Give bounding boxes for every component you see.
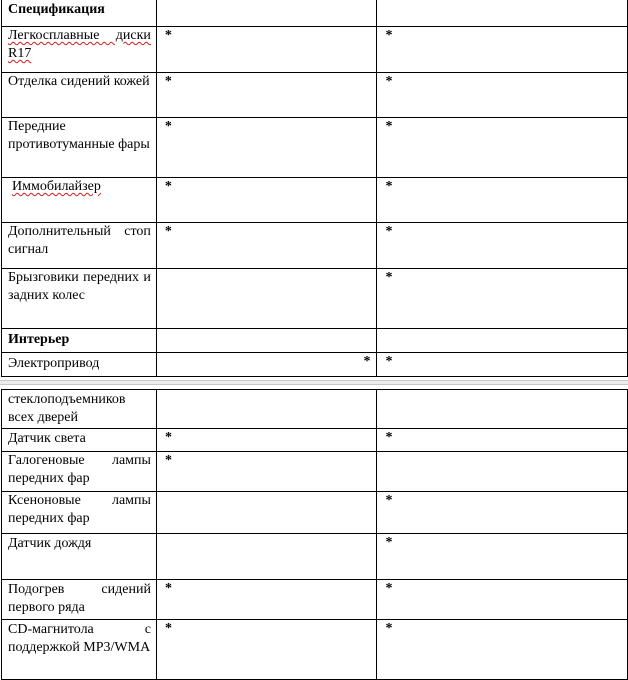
table-row bbox=[2, 0, 628, 27]
row-label: Датчик дождя bbox=[2, 534, 157, 580]
row-label-text: Иммобилайзер bbox=[12, 179, 101, 194]
table-cell-mark: * bbox=[377, 580, 628, 620]
row-label: Электропривод bbox=[2, 353, 157, 377]
table-cell-mark: * bbox=[156, 353, 377, 377]
table-row bbox=[2, 27, 628, 73]
table-row bbox=[2, 534, 628, 580]
page-break-divider bbox=[0, 380, 628, 385]
table-cell bbox=[156, 390, 377, 429]
table-cell bbox=[156, 0, 377, 27]
table-cell-mark: * bbox=[156, 620, 377, 680]
table-cell-mark: * bbox=[156, 580, 377, 620]
row-label: Брызговики передних и задних колес bbox=[2, 269, 157, 329]
row-label bbox=[2, 27, 157, 73]
row-label-text: Легкосплавные диски R17 bbox=[8, 28, 151, 61]
row-label: Передние противотуманные фары bbox=[2, 118, 157, 178]
row-label: Подогрев сидений первого ряда bbox=[2, 580, 157, 620]
table-cell-mark bbox=[156, 269, 377, 329]
spec-table-page-2 bbox=[1, 389, 628, 680]
table-cell-mark: * bbox=[377, 429, 628, 452]
section-header-specification: Спецификация bbox=[2, 0, 157, 27]
table-cell-mark bbox=[377, 452, 628, 492]
table-row bbox=[2, 178, 628, 223]
table-cell-mark: * bbox=[377, 27, 628, 73]
table-cell-mark: * bbox=[377, 269, 628, 329]
row-label: Датчик света bbox=[2, 429, 157, 452]
table-row bbox=[2, 269, 628, 329]
table-cell-mark: * bbox=[156, 73, 377, 118]
table-row bbox=[2, 452, 628, 492]
table-cell-mark: * bbox=[156, 429, 377, 452]
table-row bbox=[2, 429, 628, 452]
row-label: Ксеноновые лампы передних фар bbox=[2, 492, 157, 534]
table-cell bbox=[377, 329, 628, 353]
table-row bbox=[2, 620, 628, 680]
row-label: Галогеновые лампы передних фар bbox=[2, 452, 157, 492]
table-cell-mark: * bbox=[377, 118, 628, 178]
table-cell bbox=[377, 390, 628, 429]
table-row bbox=[2, 492, 628, 534]
table-cell bbox=[156, 329, 377, 353]
table-cell-mark: * bbox=[377, 223, 628, 269]
table-cell-mark: * bbox=[377, 178, 628, 223]
table-cell-mark: * bbox=[377, 620, 628, 680]
table-cell-mark bbox=[156, 534, 377, 580]
table-cell-mark: * bbox=[156, 118, 377, 178]
table-cell-mark: * bbox=[377, 73, 628, 118]
table-row bbox=[2, 73, 628, 118]
row-label: CD-магнитола с поддержкой MP3/WMA bbox=[2, 620, 157, 680]
table-cell bbox=[377, 0, 628, 27]
table-cell-mark: * bbox=[156, 452, 377, 492]
table-row bbox=[2, 329, 628, 353]
row-label: Дополнительный стоп сигнал bbox=[2, 223, 157, 269]
table-row bbox=[2, 390, 628, 429]
table-row bbox=[2, 580, 628, 620]
table-cell-mark: * bbox=[377, 353, 628, 377]
row-label: стеклоподъемников всех дверей bbox=[2, 390, 157, 429]
spec-table-page-1 bbox=[1, 0, 628, 377]
row-label: Отделка сидений кожей bbox=[2, 73, 157, 118]
table-cell-mark: * bbox=[156, 223, 377, 269]
table-cell-mark: * bbox=[377, 534, 628, 580]
table-cell-mark: * bbox=[156, 178, 377, 223]
section-header-interior: Интерьер bbox=[2, 329, 157, 353]
table-row bbox=[2, 223, 628, 269]
row-label bbox=[2, 178, 157, 223]
table-row bbox=[2, 118, 628, 178]
table-cell-mark: * bbox=[377, 492, 628, 534]
table-cell-mark bbox=[156, 492, 377, 534]
table-cell-mark: * bbox=[156, 27, 377, 73]
table-row bbox=[2, 353, 628, 377]
